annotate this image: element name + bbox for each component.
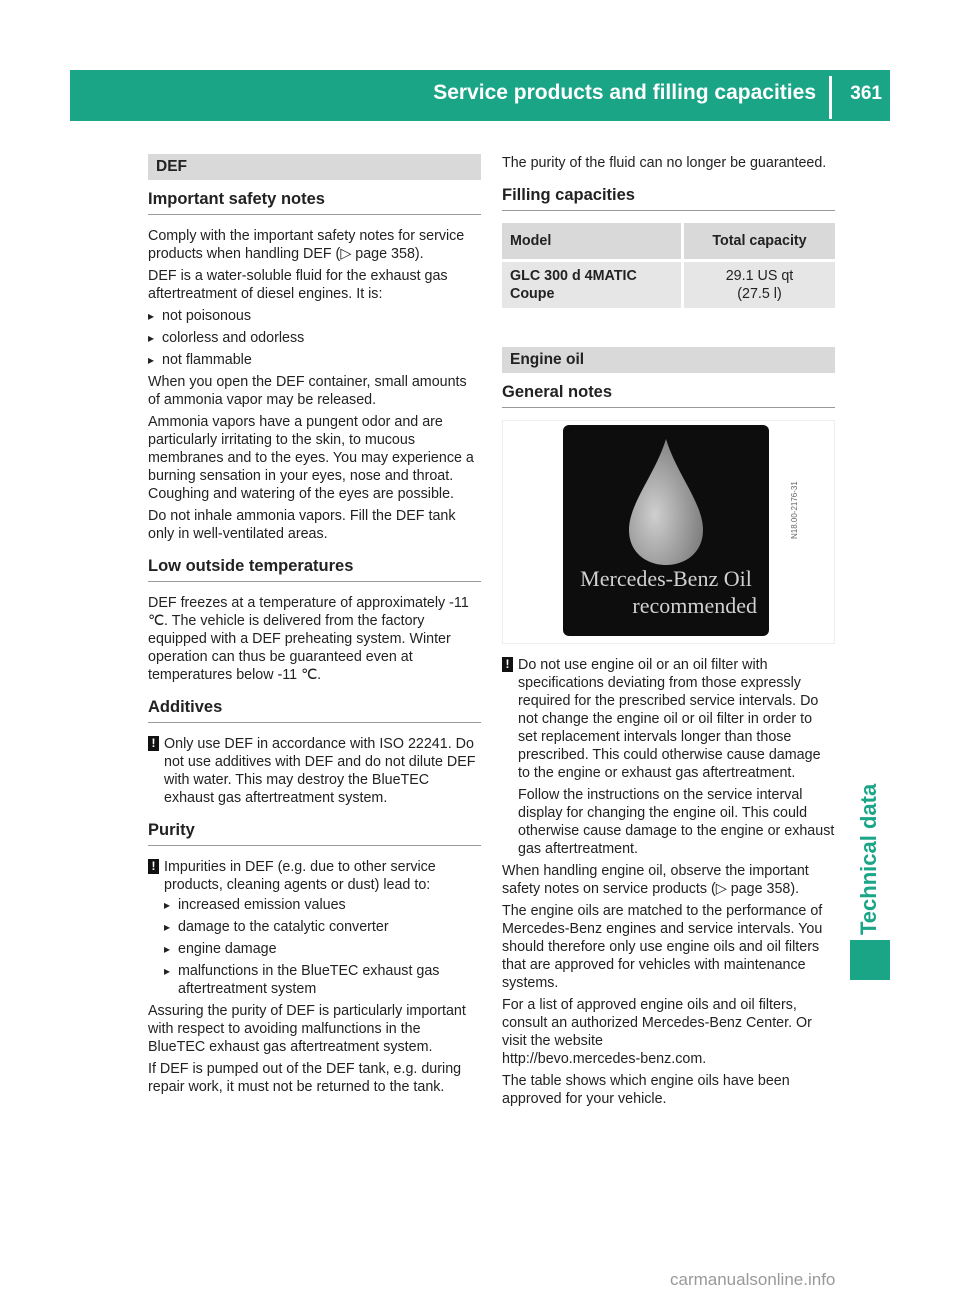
bullet-list [148,307,481,369]
page-header [70,70,890,121]
list-item: ▸ malfunctions in the BlueTEC exhaust gas aftertreatment system [164,962,481,998]
warning-purity [148,858,481,998]
paragraph: Assuring the purity of DEF is particularly important with respect to avoiding malfunctions in the BlueTEC exhaust gas aftertreatment system. [148,1003,466,1055]
paragraph: The engine oils are matched to the performance of Mercedes-Benz engines and service intervals. You should therefore only use engine oils and oil filters that are approved for vehicles with maintenance systems. [502,903,823,991]
warning-text: Do not use engine oil or an oil filter with specifications deviating from those expressly required for the prescribed service intervals. Do not change the engine oil or oil filter in order to set replacement intervals longer than those prescribed. This could otherwise cause damage to the engine or exhaust gas aftertreatment. [518,657,821,781]
paragraph: DEF is a water-soluble fluid for the exhaust gas aftertreatment of diesel engines. It is: [148,268,448,302]
table-cell-model: GLC 300 d 4MATIC Coupe [502,262,684,311]
heading-general-notes: General notes [502,383,835,408]
warning-icon: ! [148,736,159,751]
oil-label-line1: Mercedes-Benz Oil [580,566,752,591]
warning-engine-oil [502,656,835,858]
list-item: ▸ colorless and odorless [148,329,481,347]
header-divider [829,76,832,119]
table-row [502,262,835,311]
list-item: ▸ not poisonous [148,307,481,325]
paragraph: When you open the DEF container, small amounts of ammonia vapor may be released. [148,374,467,408]
warning-additives [148,735,481,807]
paragraph: For a list of approved engine oils and oil filters, consult an authorized Mercedes-Benz Center. Or visit the website http://bevo.mercedes-benz.com. [502,997,812,1067]
list-item: ▸ engine damage [164,940,481,958]
table-cell-capacity: 29.1 US qt (27.5 l) [684,262,835,311]
paragraph: DEF freezes at a temperature of approximately -11 ℃. The vehicle is delivered from the factory equipped with a DEF preheating system. Winter operation can thus be guaranteed even at temperatures below -11 ℃. [148,595,469,683]
section-title-engine-oil: Engine oil [502,347,835,373]
paragraph: Comply with the important safety notes for service products when handling DEF (▷ page 358). [148,228,465,262]
heading-additives: Additives [148,698,481,723]
image-code: N18.00-2176-31 [790,481,799,539]
left-column [148,154,481,1100]
oil-label-line2: recommended [632,593,757,618]
right-column [502,154,835,1112]
paragraph: When handling engine oil, observe the important safety notes on service products (▷ page 358). [502,863,809,897]
watermark: carmanualsonline.info [670,1270,836,1289]
bullet-list [164,896,481,998]
heading-filling: Filling capacities [502,186,835,211]
oil-drop-icon [563,425,769,565]
side-tab-label: Technical data [856,783,881,935]
list-item: ▸ increased emission values [164,896,481,914]
header-title: Service products and filling capacities [433,81,816,104]
warning-text: Impurities in DEF (e.g. due to other service products, cleaning agents or dust) lead to: [164,859,436,893]
capacity-table [502,223,835,311]
side-tab [850,700,890,935]
paragraph: Do not inhale ammonia vapors. Fill the DEF tank only in well-ventilated areas. [148,508,456,542]
table-header-capacity: Total capacity [684,223,835,262]
paragraph: The table shows which engine oils have been approved for your vehicle. [502,1073,790,1107]
paragraph: If DEF is pumped out of the DEF tank, e.g. during repair work, it must not be returned to the tank. [148,1061,462,1095]
section-marker [850,940,890,980]
table-header-model: Model [502,223,684,262]
page-number: 361 [850,83,882,104]
table-header-row [502,223,835,262]
warning-text: Only use DEF in accordance with ISO 22241. Do not use additives with DEF and do not dilute DEF with water. This may destroy the BlueTEC exhaust gas aftertreatment system. [164,736,476,806]
heading-purity: Purity [148,821,481,846]
oil-label [563,425,769,636]
heading-safety: Important safety notes [148,190,481,215]
oil-recommended-image [502,420,835,644]
paragraph: The purity of the fluid can no longer be guaranteed. [502,155,827,171]
heading-low-temp: Low outside temperatures [148,557,481,582]
website-link[interactable]: http://bevo.mercedes-benz.com. [502,1051,707,1067]
warning-text: Follow the instructions on the service interval display for changing the engine oil. This could otherwise cause damage to the engine or exhaust gas aftertreatment. [518,787,835,857]
list-item: ▸ not flammable [148,351,481,369]
paragraph: Ammonia vapors have a pungent odor and are particularly irritating to the skin, to mucous membranes and to the eyes. You may experience a burning sensation in your eyes, nose and throat. Coughing and watering of the eyes are possible. [148,414,474,502]
list-item: ▸ damage to the catalytic converter [164,918,481,936]
section-title-def: DEF [148,154,481,180]
warning-icon: ! [148,859,159,874]
warning-icon: ! [502,657,513,672]
